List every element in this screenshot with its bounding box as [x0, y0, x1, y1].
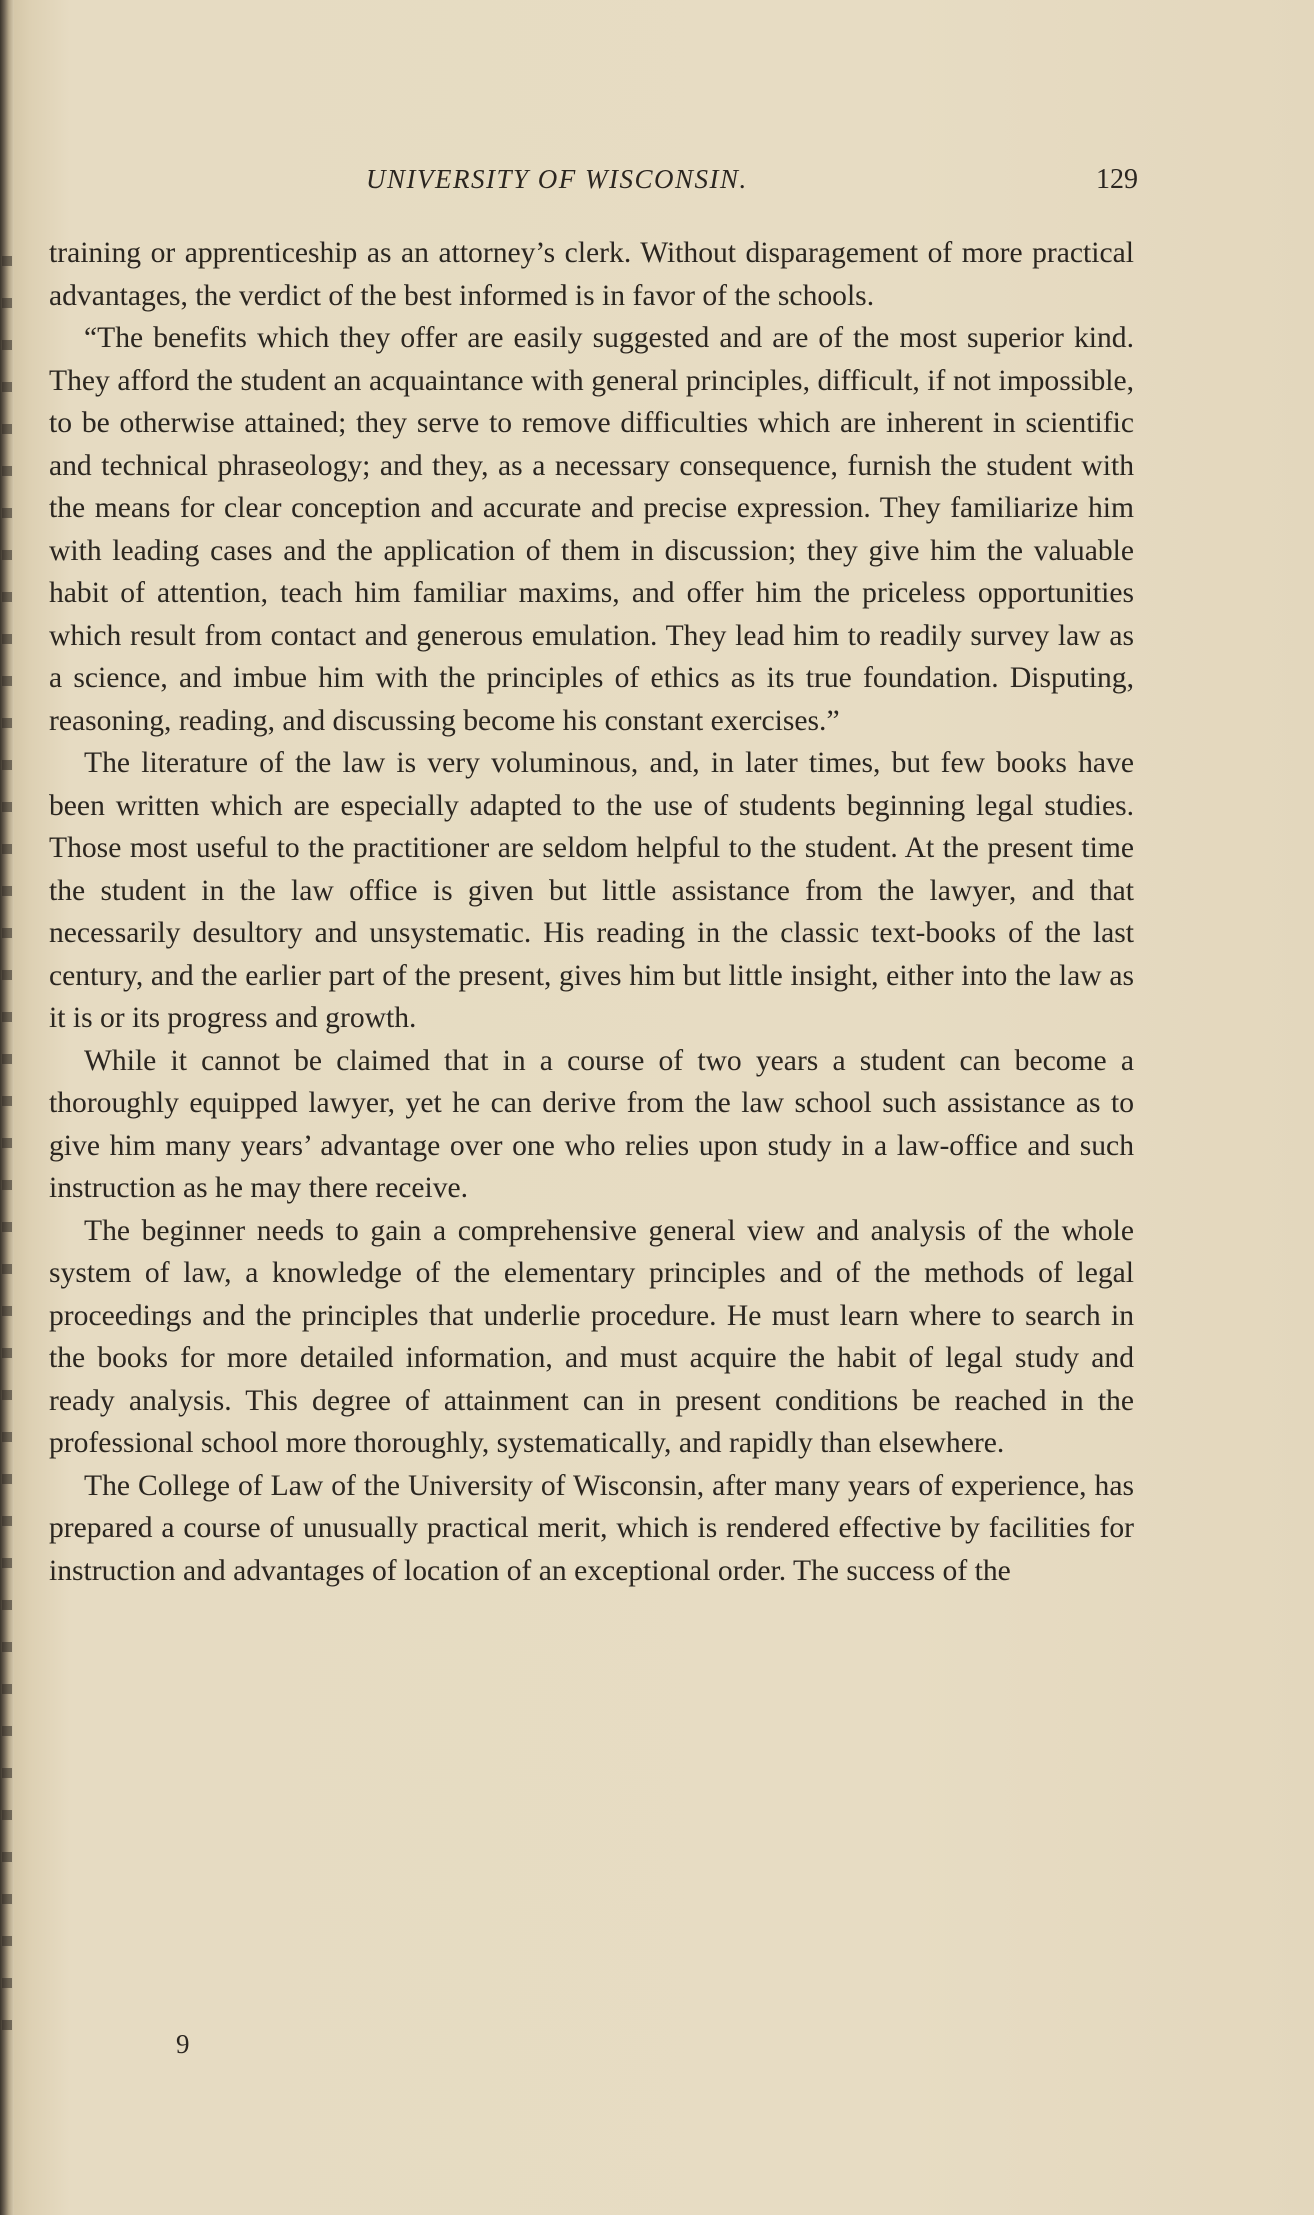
binding-stitch-marks — [2, 230, 12, 2030]
book-binding-edge — [0, 0, 14, 2215]
signature-mark: 9 — [176, 2029, 190, 2059]
page-number: 129 — [1096, 164, 1138, 195]
paragraph-college-of-law: The College of Law of the University of Wisconsin, after many years of experience, has prepared a course of unusually practical merit, which is rendered effective by facilities for instruction and advantages of location of an exceptional order. The success of the — [49, 1469, 1134, 1587]
paragraph-quotation: “The benefits which they offer are easily suggested and are of the most superior kind. They afford the student an acquaintance with general principles, difficult, if not impossible, to be otherwise attained; they serve to remove difficulties which are inherent in scientific and technical phraseology; and they, as a necessary consequence, furnish the student with the means for clear conception and accurate and precise expression. They familiarize him with leading cases and the application of them in discussion; they give him the valuable habit of attention, teach him familiar maxims, and offer him the priceless opportunities which result from contact and generous emulation. They lead him to readily survey law as a science, and imbue him with the principles of ethics as its true foundation. Disputing, reasoning, reading, and discussing become his constant exercises.” — [49, 322, 1134, 737]
body-text — [49, 232, 1134, 1592]
paragraph-literature: The literature of the law is very voluminous, and, in later times, but few books have been written which are especially adapted to the use of students beginning legal studies. Those most useful to the practitioner are seldom helpful to the student. At the present time the student in the law office is given but little assistance from the lawyer, and that necessarily desultory and unsystematic. His reading in the classic text-books of the last century, and the earlier part of the present, gives him but little insight, either into the law as it is or its progress and growth. — [49, 747, 1134, 1034]
paragraph-beginner: The beginner needs to gain a comprehensive general view and analysis of the whole system of law, a knowledge of the elementary principles and of the methods of legal proceedings and the principles that underlie procedure. He must learn where to search in the books for more detailed information, and must acquire the habit of legal study and ready analysis. This degree of attainment can in present conditions be reached in the professional school more thoroughly, systematically, and rapidly than elsewhere. — [49, 1214, 1134, 1459]
paragraph-course-value: While it cannot be claimed that in a course of two years a student can become a thoroughly equipped lawyer, yet he can derive from the law school such assistance as to give him many years’ advantage over one who relies upon study in a law-office and such instruction as he may there receive. — [49, 1044, 1134, 1204]
running-title: UNIVERSITY OF WISCONSIN. — [366, 164, 748, 194]
page-header — [48, 164, 1138, 204]
paragraph-continued: training or apprenticeship as an attorney’s clerk. Without disparagement of more practical advantages, the verdict of the best informed is in favor of the schools. — [49, 237, 1134, 312]
